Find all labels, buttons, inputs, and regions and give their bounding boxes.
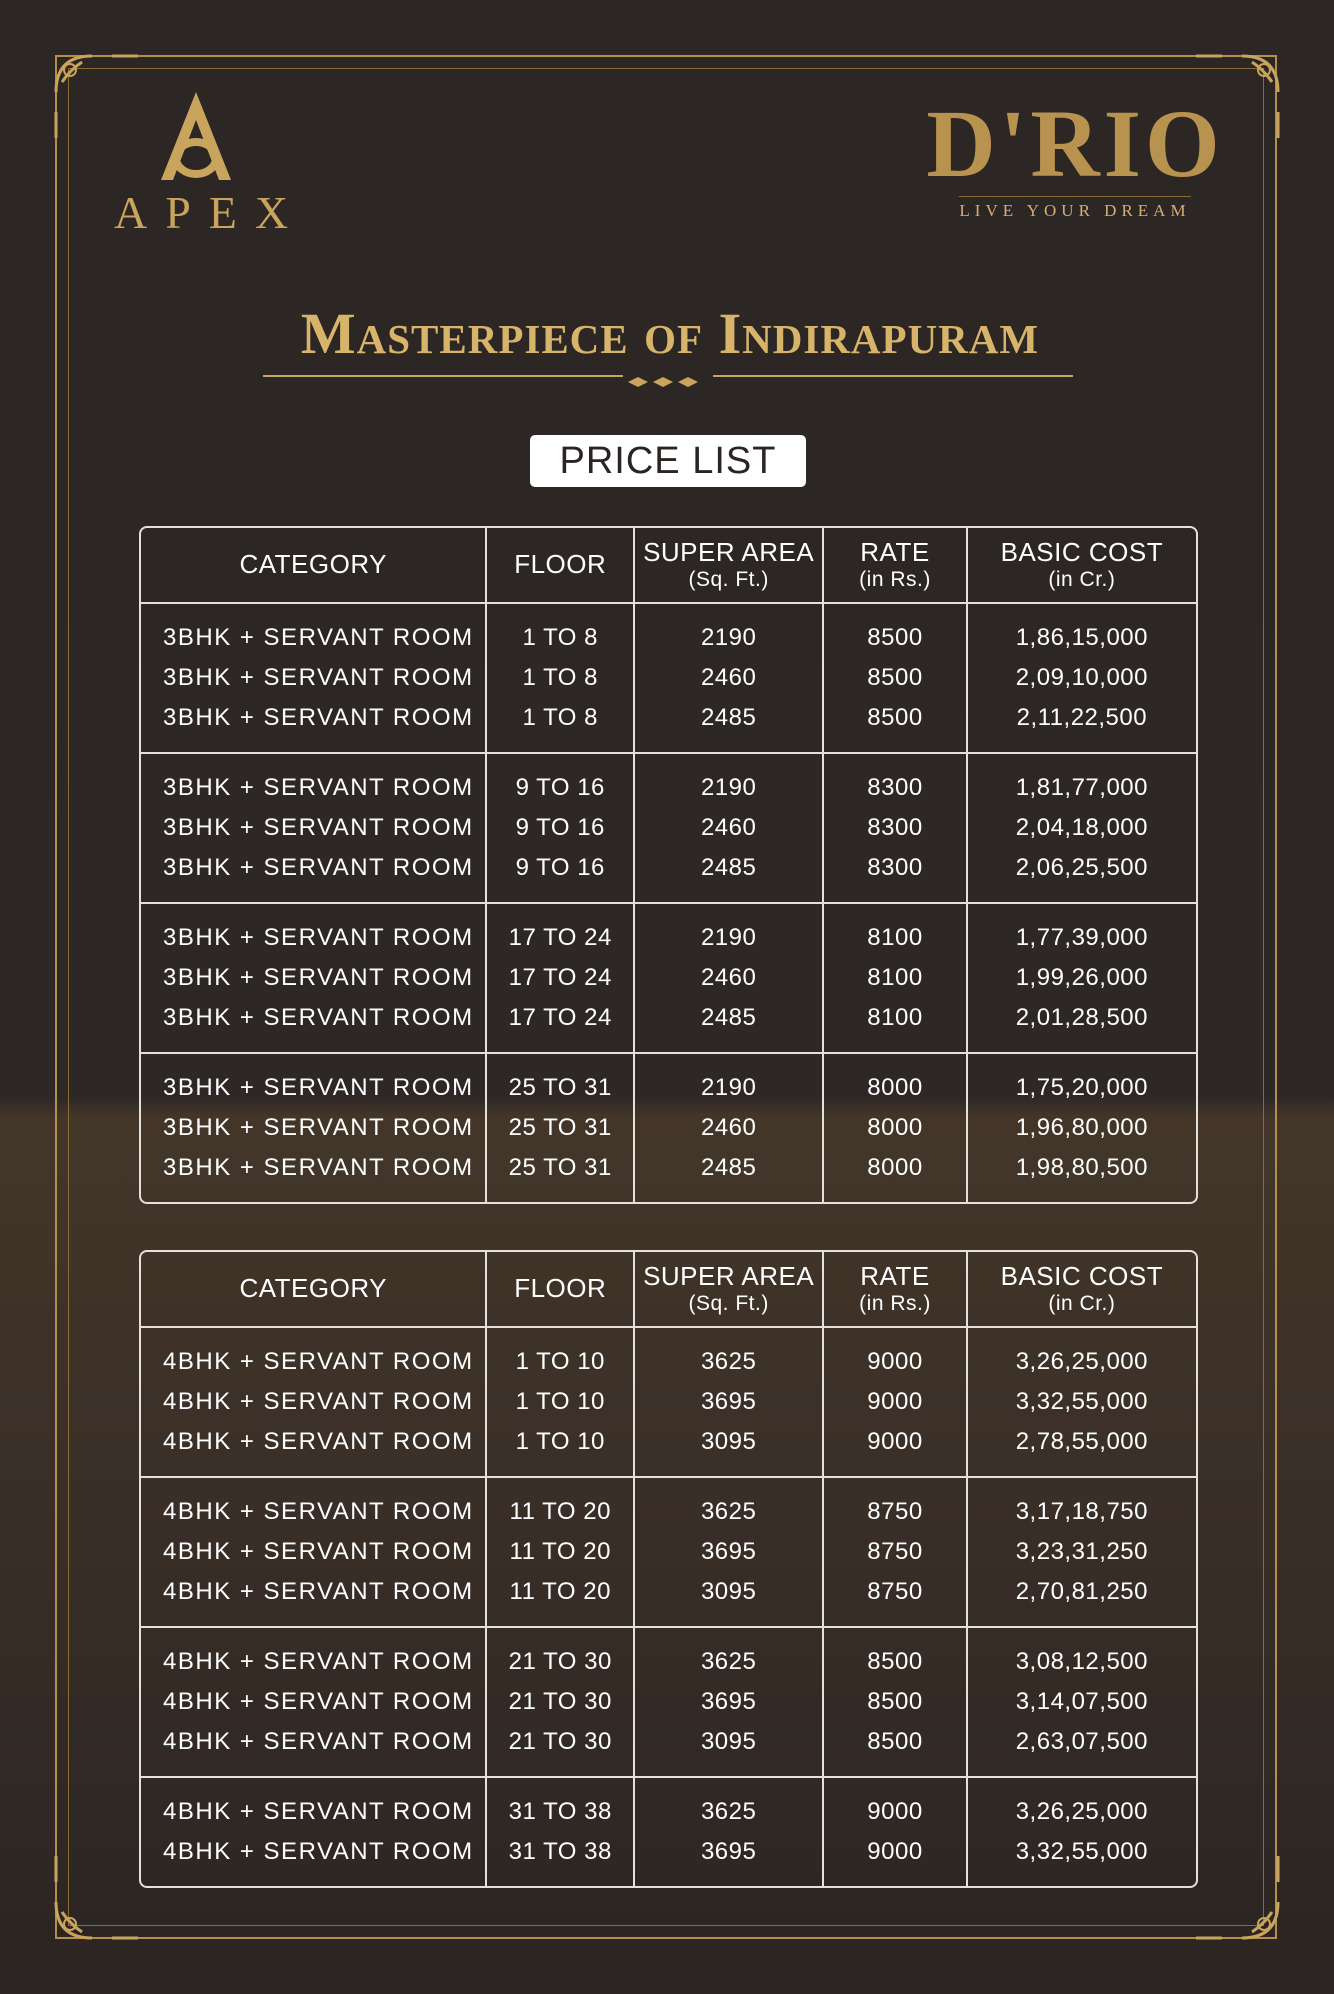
category-cell: 3BHK + SERVANT ROOM [141,808,487,848]
price-list-label: PRICE LIST [530,435,806,487]
category-cell: 3BHK + SERVANT ROOM [141,698,487,754]
apex-brand-name: APEX [114,187,307,238]
floor-cell: 1 TO 8 [487,658,635,698]
basic-cost-cell: 3,17,18,750 [1015,1498,1148,1525]
corner-ornament-bottom-left [52,1852,142,1942]
rate-cell: 8300 [824,808,967,848]
table-row [141,1108,1196,1148]
floor-cell: 9 TO 16 [487,754,635,808]
super-area-cell: 2190 [635,1054,824,1108]
rate-cell: 8750 [824,1478,967,1532]
table-row [141,904,1196,958]
category-cell: 3BHK + SERVANT ROOM [141,604,487,658]
rate-cell: 8000 [824,1054,967,1108]
rate-cell: 9000 [824,1328,967,1382]
rate-cell: 9000 [824,1382,967,1422]
floor-cell: 17 TO 24 [487,998,635,1054]
apex-logo [96,88,307,248]
category-cell: 4BHK + SERVANT ROOM [141,1422,487,1478]
header-floor: FLOOR [487,528,635,604]
rate-cell: 8100 [824,958,967,998]
price-table-4bhk [139,1250,1198,1888]
rate-cell: 8500 [824,1722,967,1778]
rate-cell: 8500 [824,1628,967,1682]
rate-cell: 8100 [824,904,967,958]
category-cell: 4BHK + SERVANT ROOM [141,1628,487,1682]
headline: Masterpiece of Indirapuram [300,301,1040,366]
super-area-cell: 3625 [635,1478,824,1532]
table-row [141,658,1196,698]
super-area-cell: 3695 [635,1382,824,1422]
basic-cost-cell: 1,81,77,000 [1015,774,1148,801]
super-area-cell: 3695 [635,1682,824,1722]
header-floor: FLOOR [487,1252,635,1328]
category-cell: 4BHK + SERVANT ROOM [141,1682,487,1722]
table-row [141,1628,1196,1682]
floor-cell: 31 TO 38 [487,1832,635,1886]
header-super-area: SUPER AREA (Sq. Ft.) [635,1252,824,1328]
apex-a-monogram-icon [151,88,241,184]
category-cell: 4BHK + SERVANT ROOM [141,1572,487,1628]
table-row [141,1532,1196,1572]
basic-cost-cell: 2,06,25,500 [968,848,1196,904]
table-row [141,1478,1196,1532]
project-tagline: LIVE YOUR DREAM [959,196,1190,221]
rate-cell: 8000 [824,1108,967,1148]
super-area-cell: 2460 [635,958,824,998]
basic-cost-cell: 2,09,10,000 [1015,664,1148,691]
super-area-cell: 3095 [635,1572,824,1628]
floor-cell: 1 TO 8 [487,604,635,658]
category-cell: 4BHK + SERVANT ROOM [141,1722,487,1778]
super-area-cell: 2190 [635,904,824,958]
category-cell: 3BHK + SERVANT ROOM [141,998,487,1054]
super-area-cell: 3095 [635,1422,824,1478]
basic-cost-cell: 1,99,26,000 [1015,964,1148,991]
table-row [141,808,1196,848]
floor-cell: 25 TO 31 [487,1108,635,1148]
basic-cost-cell: 1,77,39,000 [1015,924,1148,951]
basic-cost-cell: 2,01,28,500 [968,998,1196,1054]
basic-cost-cell: 3,08,12,500 [1015,1648,1148,1675]
basic-cost-cell: 2,63,07,500 [968,1722,1196,1778]
super-area-cell: 2485 [635,848,824,904]
super-area-cell: 2460 [635,1108,824,1148]
category-cell: 3BHK + SERVANT ROOM [141,1108,487,1148]
floor-cell: 17 TO 24 [487,958,635,998]
floor-cell: 21 TO 30 [487,1628,635,1682]
header-category: CATEGORY [141,528,487,604]
header-basic-cost: BASIC COST (in Cr.) [968,1252,1196,1328]
category-cell: 4BHK + SERVANT ROOM [141,1532,487,1572]
category-cell: 3BHK + SERVANT ROOM [141,658,487,698]
table-row [141,1778,1196,1832]
table-row [141,1682,1196,1722]
table-row [141,1054,1196,1108]
rate-cell: 8750 [824,1572,967,1628]
category-cell: 3BHK + SERVANT ROOM [141,754,487,808]
rate-cell: 8000 [824,1148,967,1202]
floor-cell: 9 TO 16 [487,808,635,848]
table-row [141,1832,1196,1886]
drio-logo [910,90,1240,246]
basic-cost-cell: 1,96,80,000 [1015,1114,1148,1141]
table-row [141,1422,1196,1478]
rate-cell: 8500 [824,658,967,698]
table-row [141,1382,1196,1422]
table-header-row [141,1252,1196,1328]
category-cell: 3BHK + SERVANT ROOM [141,848,487,904]
basic-cost-cell: 3,23,31,250 [1015,1538,1148,1565]
floor-cell: 1 TO 8 [487,698,635,754]
floor-cell: 1 TO 10 [487,1422,635,1478]
rate-cell: 8750 [824,1532,967,1572]
floor-cell: 25 TO 31 [487,1054,635,1108]
basic-cost-cell: 3,14,07,500 [1015,1688,1148,1715]
basic-cost-cell: 2,78,55,000 [968,1422,1196,1478]
super-area-cell: 2190 [635,754,824,808]
basic-cost-cell: 1,75,20,000 [1015,1074,1148,1101]
headline-divider-ornament [263,372,1073,392]
table-header-row [141,528,1196,604]
rate-cell: 8500 [824,604,967,658]
header-rate: RATE (in Rs.) [824,528,967,604]
table-row [141,698,1196,754]
floor-cell: 25 TO 31 [487,1148,635,1202]
super-area-cell: 2190 [635,604,824,658]
floor-cell: 31 TO 38 [487,1778,635,1832]
header-rate: RATE (in Rs.) [824,1252,967,1328]
basic-cost-cell: 1,98,80,500 [1015,1154,1148,1181]
super-area-cell: 3625 [635,1628,824,1682]
category-cell: 3BHK + SERVANT ROOM [141,958,487,998]
super-area-cell: 3625 [635,1328,824,1382]
table-row [141,1572,1196,1628]
rate-cell: 8300 [824,848,967,904]
category-cell: 4BHK + SERVANT ROOM [141,1382,487,1422]
basic-cost-cell: 3,26,25,000 [1015,1798,1148,1825]
project-name: D'RIO [926,90,1224,197]
header-super-area: SUPER AREA (Sq. Ft.) [635,528,824,604]
table-row [141,958,1196,998]
price-table-3bhk [139,526,1198,1204]
floor-cell: 11 TO 20 [487,1572,635,1628]
super-area-cell: 2485 [635,1148,824,1202]
header-category: CATEGORY [141,1252,487,1328]
basic-cost-cell: 1,86,15,000 [1015,624,1148,651]
floor-cell: 17 TO 24 [487,904,635,958]
super-area-cell: 3695 [635,1832,824,1886]
floor-cell: 21 TO 30 [487,1722,635,1778]
floor-cell: 21 TO 30 [487,1682,635,1722]
rate-cell: 9000 [824,1778,967,1832]
category-cell: 4BHK + SERVANT ROOM [141,1832,487,1886]
super-area-cell: 3095 [635,1722,824,1778]
basic-cost-cell: 3,32,55,000 [1015,1838,1148,1865]
table-row [141,754,1196,808]
super-area-cell: 3695 [635,1532,824,1572]
rate-cell: 8300 [824,754,967,808]
table-row [141,998,1196,1054]
floor-cell: 11 TO 20 [487,1478,635,1532]
table-row [141,604,1196,658]
basic-cost-cell: 2,70,81,250 [968,1572,1196,1628]
category-cell: 4BHK + SERVANT ROOM [141,1328,487,1382]
basic-cost-cell: 2,04,18,000 [1015,814,1148,841]
basic-cost-cell: 3,32,55,000 [1015,1388,1148,1415]
floor-cell: 9 TO 16 [487,848,635,904]
table-row [141,1148,1196,1202]
table-row [141,1328,1196,1382]
header-basic-cost: BASIC COST (in Cr.) [968,528,1196,604]
table-row [141,1722,1196,1778]
super-area-cell: 2485 [635,998,824,1054]
corner-ornament-bottom-right [1192,1852,1282,1942]
category-cell: 3BHK + SERVANT ROOM [141,1054,487,1108]
floor-cell: 1 TO 10 [487,1328,635,1382]
category-cell: 3BHK + SERVANT ROOM [141,904,487,958]
super-area-cell: 2460 [635,808,824,848]
rate-cell: 8500 [824,1682,967,1722]
category-cell: 4BHK + SERVANT ROOM [141,1778,487,1832]
rate-cell: 9000 [824,1422,967,1478]
rate-cell: 9000 [824,1832,967,1886]
floor-cell: 1 TO 10 [487,1382,635,1422]
rate-cell: 8100 [824,998,967,1054]
table-row [141,848,1196,904]
rate-cell: 8500 [824,698,967,754]
category-cell: 4BHK + SERVANT ROOM [141,1478,487,1532]
floor-cell: 11 TO 20 [487,1532,635,1572]
super-area-cell: 2460 [635,658,824,698]
super-area-cell: 2485 [635,698,824,754]
basic-cost-cell: 2,11,22,500 [968,698,1196,754]
basic-cost-cell: 3,26,25,000 [1015,1348,1148,1375]
category-cell: 3BHK + SERVANT ROOM [141,1148,487,1202]
super-area-cell: 3625 [635,1778,824,1832]
